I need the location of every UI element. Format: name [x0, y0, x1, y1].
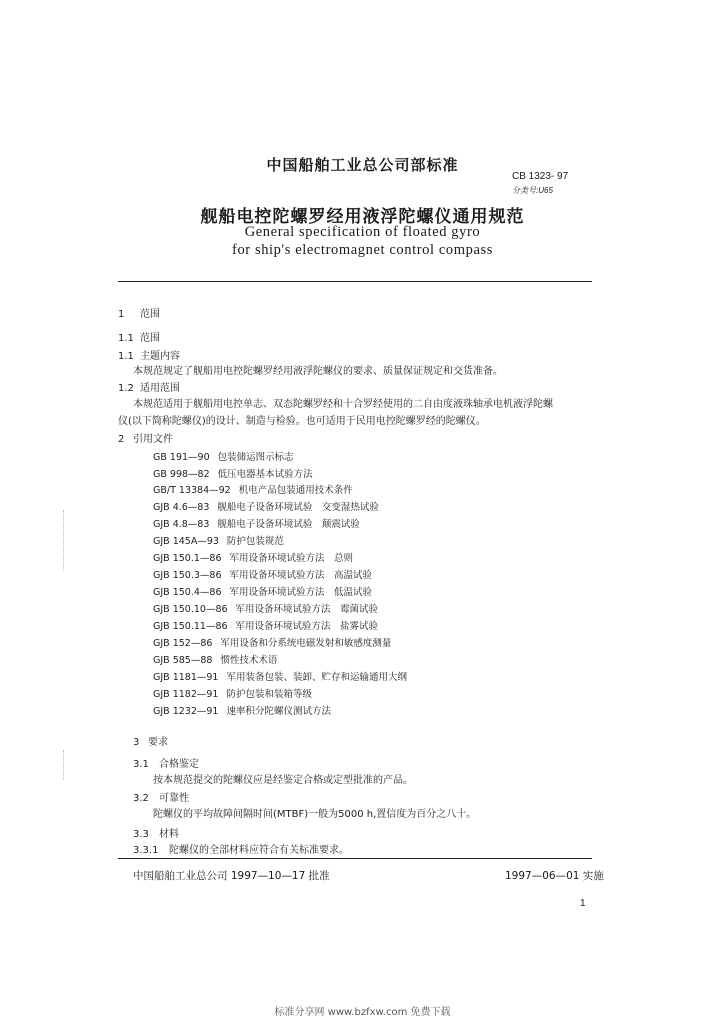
title-english-line-2: for ship's electromagnet control compass	[232, 242, 493, 258]
reference-item: GB/T 13384—92 机电产品包装通用技术条件	[153, 485, 353, 496]
scan-artifact	[63, 510, 67, 570]
section-heading: 3 要求	[133, 737, 168, 748]
paragraph: 本规范规定了舰船用电控陀螺罗经用液浮陀螺仪的要求、质量保证规定和交货准备。	[133, 366, 503, 377]
paragraph: 按本规范提交的陀螺仪应是经鉴定合格或定型批准的产品。	[153, 775, 413, 786]
reference-item: GJB 4.8—83 舰船电子设备环境试验 颠震试验	[153, 519, 360, 530]
title-english-line-1: General specification of floated gyro	[244, 224, 481, 240]
section-heading: 1 范围	[118, 309, 160, 320]
reference-item: GJB 150.4—86 军用设备环境试验方法 低温试验	[153, 587, 373, 598]
subsection-heading: 3.3.1 陀螺仪的全部材料应符合有关标准要求。	[133, 845, 349, 856]
watermark: 标准分享网 www.bzfxw.com 免费下载	[274, 1007, 451, 1018]
implementation-date: 1997—06—01 实施	[505, 870, 604, 882]
reference-item: GJB 4.6—83 舰船电子设备环境试验 交变湿热试验	[153, 502, 379, 513]
scan-artifact	[63, 750, 67, 780]
classification-number: 分类号:U65	[512, 186, 553, 195]
reference-item: GJB 1181—91 军用装备包装、装卸、贮存和运输通用大纲	[153, 672, 407, 683]
reference-item: GJB 585—88 惯性技术术语	[153, 655, 278, 666]
subsection-heading: 3.2 可靠性	[133, 793, 189, 804]
subsection-heading: 3.3 材料	[133, 829, 179, 840]
reference-item: GJB 150.3—86 军用设备环境试验方法 高温试验	[153, 570, 373, 581]
header-divider	[118, 281, 592, 282]
paragraph-line: 本规范适用于舰船用电控单志、双态陀螺罗经和十合罗经使用的二自由度液珠轴承电机液浮陀螺	[133, 399, 553, 410]
reference-item: GJB 1232—91 速率积分陀螺仪测试方法	[153, 706, 331, 717]
standard-number: CB 1323- 97	[512, 171, 569, 182]
reference-item: GJB 150.11—86 军用设备环境试验方法 盐雾试验	[153, 621, 379, 632]
title-chinese: 舰船电控陀螺罗经用液浮陀螺仪通用规范	[200, 207, 525, 227]
subsection-heading: 3.1 合格鉴定	[133, 759, 199, 770]
subsection-heading: 1.2 适用范围	[118, 383, 180, 394]
section-heading: 2 引用文件	[118, 434, 173, 445]
reference-item: GB 998—82 低压电器基本试验方法	[153, 469, 313, 480]
issuer-heading: 中国船舶工业总公司部标准	[266, 156, 459, 174]
footer-divider	[118, 858, 592, 859]
reference-item: GJB 145A—93 防护包装规范	[153, 536, 284, 547]
reference-item: GJB 150.1—86 军用设备环境试验方法 总则	[153, 553, 354, 564]
subsection-heading: 1.1 主题内容	[118, 351, 180, 362]
paragraph: 陀螺仪的平均故障间隔时间(MTBF)一般为5000 h,置信度为百分之八十。	[153, 809, 477, 820]
subsection-heading: 1.1 范围	[118, 333, 160, 344]
reference-item: GJB 1182—91 防护包装和装箱等级	[153, 689, 312, 700]
paragraph-line: 仪(以下简称陀螺仪)的设计、制造与检验。也可适用于民用电控陀螺罗经的陀螺仪。	[118, 416, 486, 427]
reference-item: GB 191—90 包装储运图示标志	[153, 452, 294, 463]
approval-date: 中国船舶工业总公司 1997—10—17 批准	[133, 870, 330, 882]
reference-item: GJB 150.10—86 军用设备环境试验方法 霉菌试验	[153, 604, 379, 615]
page-number: 1	[580, 898, 586, 909]
reference-item: GJB 152—86 军用设备和分系统电磁发射和敏感度测量	[153, 638, 392, 649]
